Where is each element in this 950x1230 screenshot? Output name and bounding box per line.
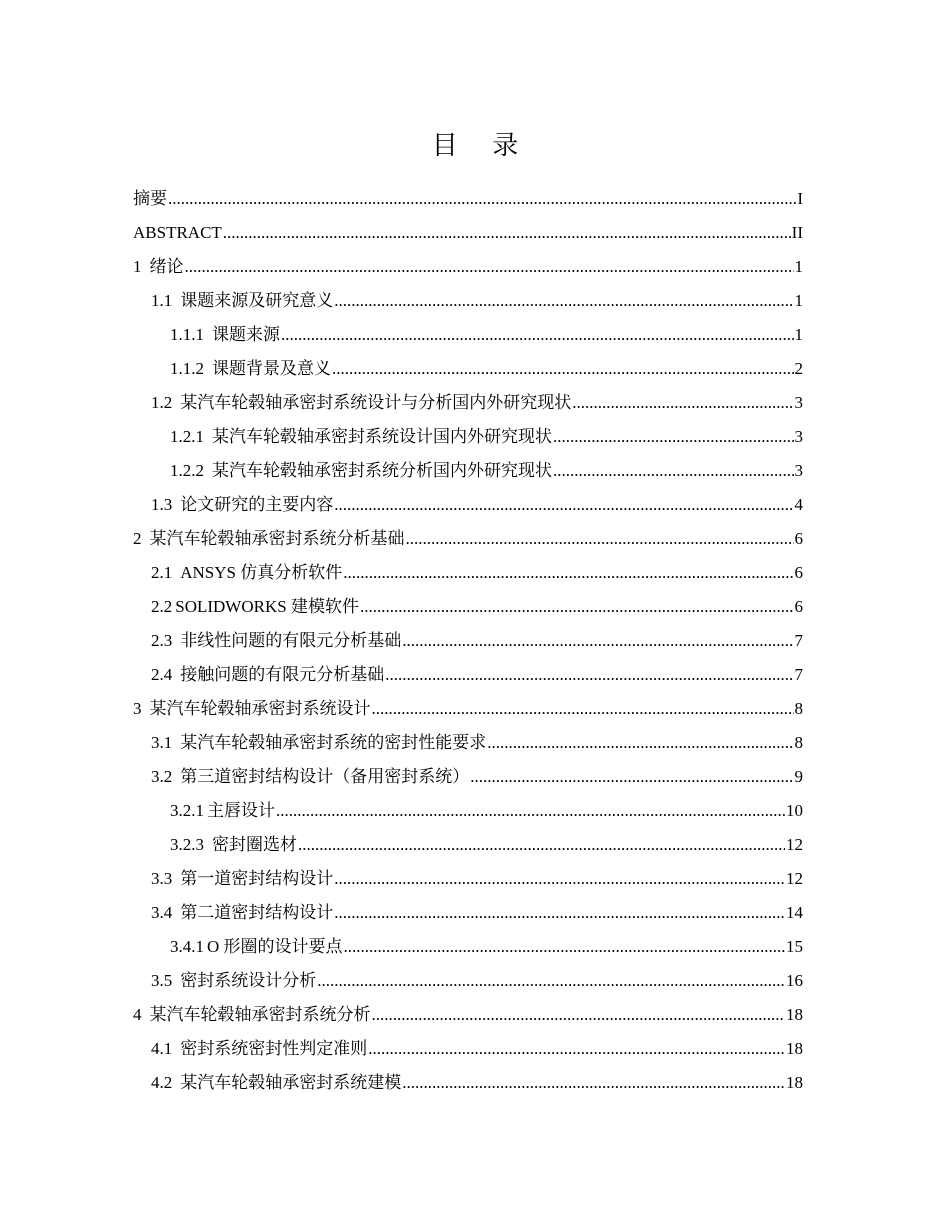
toc-entry-title: 论文研究的主要内容 (180, 495, 334, 514)
toc-entry-title: 某汽车轮毂轴承密封系统建模 (180, 1073, 402, 1092)
toc-dot-leader (343, 556, 793, 590)
toc-dot-leader (385, 658, 793, 692)
toc-entry-number: 2.3 (151, 631, 173, 650)
toc-entry-number: 1.1.1 (170, 325, 204, 344)
toc-entry[interactable] (133, 454, 803, 488)
toc-entry-title: 接触问题的有限元分析基础 (180, 665, 385, 684)
toc-page-number: 15 (786, 937, 803, 956)
toc-list (133, 182, 803, 1100)
toc-dot-leader (334, 896, 785, 930)
toc-dot-leader (368, 1032, 785, 1066)
toc-page-number: 18 (786, 1073, 803, 1092)
toc-entry-title: 密封系统设计分析 (180, 971, 317, 990)
toc-entry-title: 某汽车轮毂轴承密封系统设计与分析国内外研究现状 (180, 393, 572, 412)
toc-entry-number: 1.1 (151, 291, 173, 310)
toc-dot-leader (406, 522, 794, 556)
toc-page-number: II (791, 223, 803, 242)
toc-entry[interactable] (133, 522, 803, 556)
toc-entry[interactable] (133, 352, 803, 386)
toc-entry-title: SOLIDWORKS 建模软件 (175, 597, 359, 616)
toc-entry-title: ABSTRACT (133, 223, 222, 242)
toc-page-number: 7 (794, 631, 803, 650)
toc-entry[interactable] (133, 420, 803, 454)
toc-page-number: 6 (794, 597, 803, 616)
toc-entry[interactable] (133, 862, 803, 896)
toc-entry-title: 密封系统密封性判定准则 (180, 1039, 368, 1058)
toc-page-number: 16 (786, 971, 803, 990)
toc-dot-leader (572, 386, 793, 420)
toc-entry-number: 3.2.1 (170, 801, 204, 820)
toc-entry-title: 第一道密封结构设计 (180, 869, 334, 888)
toc-entry-title: 课题背景及意义 (212, 359, 331, 378)
toc-entry-title: ANSYS 仿真分析软件 (180, 563, 343, 582)
toc-dot-leader (470, 760, 793, 794)
toc-entry-number: 3.1 (151, 733, 173, 752)
toc-entry-number: 3 (133, 699, 142, 718)
toc-entry[interactable] (133, 794, 803, 828)
toc-entry-number: 3.4 (151, 903, 173, 922)
toc-entry-number: 1.1.2 (170, 359, 204, 378)
toc-entry[interactable] (133, 1032, 803, 1066)
toc-entry-number: 3.2.3 (170, 835, 204, 854)
toc-page-number: 3 (794, 427, 803, 446)
toc-entry[interactable] (133, 828, 803, 862)
toc-dot-leader (553, 420, 794, 454)
toc-dot-leader (334, 284, 793, 318)
toc-entry[interactable] (133, 726, 803, 760)
toc-entry[interactable] (133, 556, 803, 590)
toc-dot-leader (360, 590, 794, 624)
toc-entry[interactable] (133, 590, 803, 624)
toc-entry-number: 4.1 (151, 1039, 173, 1058)
toc-page-number: 10 (786, 801, 803, 820)
toc-page-number: 3 (794, 393, 803, 412)
toc-page-number: 6 (794, 529, 803, 548)
toc-page-number: 3 (794, 461, 803, 480)
toc-dot-leader (185, 250, 794, 284)
toc-entry-number: 2.2 (151, 597, 173, 616)
toc-page-number: 7 (794, 665, 803, 684)
toc-page-number: 2 (794, 359, 803, 378)
toc-entry-number: 1.3 (151, 495, 173, 514)
toc-entry-title: 主唇设计 (207, 801, 275, 820)
toc-entry-title: 课题来源及研究意义 (180, 291, 334, 310)
toc-dot-leader (553, 454, 794, 488)
toc-title: 目 录 (431, 131, 533, 160)
toc-entry-title: 密封圈选材 (212, 835, 297, 854)
toc-entry-title: 某汽车轮毂轴承密封系统分析 (149, 1005, 371, 1024)
toc-dot-leader (276, 794, 785, 828)
toc-page-number: 18 (786, 1039, 803, 1058)
toc-entry-number: 2 (133, 529, 142, 548)
toc-entry-number: 1 (133, 257, 142, 276)
toc-entry-title: 第二道密封结构设计 (180, 903, 334, 922)
toc-entry-title: 摘要 (133, 189, 167, 208)
toc-page-number: 8 (794, 699, 803, 718)
toc-entry-title: 某汽车轮毂轴承密封系统的密封性能要求 (180, 733, 487, 752)
toc-entry[interactable] (133, 250, 803, 284)
toc-page-number: I (797, 189, 803, 208)
toc-entry-number: 1.2.2 (170, 461, 204, 480)
toc-entry[interactable] (133, 998, 803, 1032)
toc-dot-leader (372, 692, 794, 726)
toc-entry[interactable] (133, 624, 803, 658)
toc-entry-number: 2.1 (151, 563, 173, 582)
toc-entry-title: O 形圈的设计要点 (207, 937, 343, 956)
toc-page-number: 1 (794, 257, 803, 276)
toc-dot-leader (402, 624, 793, 658)
toc-entry-number: 3.4.1 (170, 937, 204, 956)
toc-dot-leader (334, 488, 793, 522)
toc-entry[interactable] (133, 318, 803, 352)
toc-dot-leader (317, 964, 785, 998)
toc-entry-title: 某汽车轮毂轴承密封系统设计国内外研究现状 (212, 427, 552, 446)
toc-entry-number: 3.3 (151, 869, 173, 888)
toc-page-number: 4 (794, 495, 803, 514)
toc-entry[interactable] (133, 386, 803, 420)
toc-page-number: 12 (786, 869, 803, 888)
toc-entry[interactable] (133, 760, 803, 794)
toc-dot-leader (332, 352, 794, 386)
toc-entry-number: 1.2 (151, 393, 173, 412)
toc-entry-number: 1.2.1 (170, 427, 204, 446)
toc-entry[interactable] (133, 182, 803, 216)
toc-entry[interactable] (133, 216, 803, 250)
toc-entry[interactable] (133, 896, 803, 930)
toc-dot-leader (402, 1066, 785, 1100)
toc-entry-number: 3.2 (151, 767, 173, 786)
toc-dot-leader (223, 216, 791, 250)
toc-page-number: 1 (794, 291, 803, 310)
toc-dot-leader (168, 182, 796, 216)
toc-dot-leader (298, 828, 785, 862)
toc-entry[interactable] (133, 692, 803, 726)
toc-page-number: 14 (786, 903, 803, 922)
toc-entry-number: 4 (133, 1005, 142, 1024)
toc-page-number: 9 (794, 767, 803, 786)
toc-dot-leader (372, 998, 786, 1032)
toc-entry-title: 绪论 (149, 257, 184, 276)
toc-entry[interactable] (133, 284, 803, 318)
toc-entry-title: 某汽车轮毂轴承密封系统分析基础 (149, 529, 405, 548)
toc-page-number: 1 (794, 325, 803, 344)
toc-dot-leader (344, 930, 785, 964)
toc-entry-number: 3.5 (151, 971, 173, 990)
toc-entry-title: 非线性问题的有限元分析基础 (180, 631, 402, 650)
toc-page-number: 12 (786, 835, 803, 854)
toc-entry-title: 第三道密封结构设计（备用密封系统） (180, 767, 470, 786)
toc-entry-title: 某汽车轮毂轴承密封系统设计 (149, 699, 371, 718)
toc-entry[interactable] (133, 930, 803, 964)
toc-entry-title: 某汽车轮毂轴承密封系统分析国内外研究现状 (212, 461, 552, 480)
toc-dot-leader (281, 318, 794, 352)
toc-entry[interactable] (133, 964, 803, 998)
toc-dot-leader (487, 726, 793, 760)
toc-page-number: 6 (794, 563, 803, 582)
toc-dot-leader (334, 862, 785, 896)
toc-entry-title: 课题来源 (212, 325, 280, 344)
toc-entry[interactable] (133, 488, 803, 522)
toc-entry-number: 4.2 (151, 1073, 173, 1092)
toc-page-number: 8 (794, 733, 803, 752)
toc-entry[interactable] (133, 1066, 803, 1100)
toc-entry[interactable] (133, 658, 803, 692)
toc-entry-number: 2.4 (151, 665, 173, 684)
toc-page-number: 18 (786, 1005, 803, 1024)
